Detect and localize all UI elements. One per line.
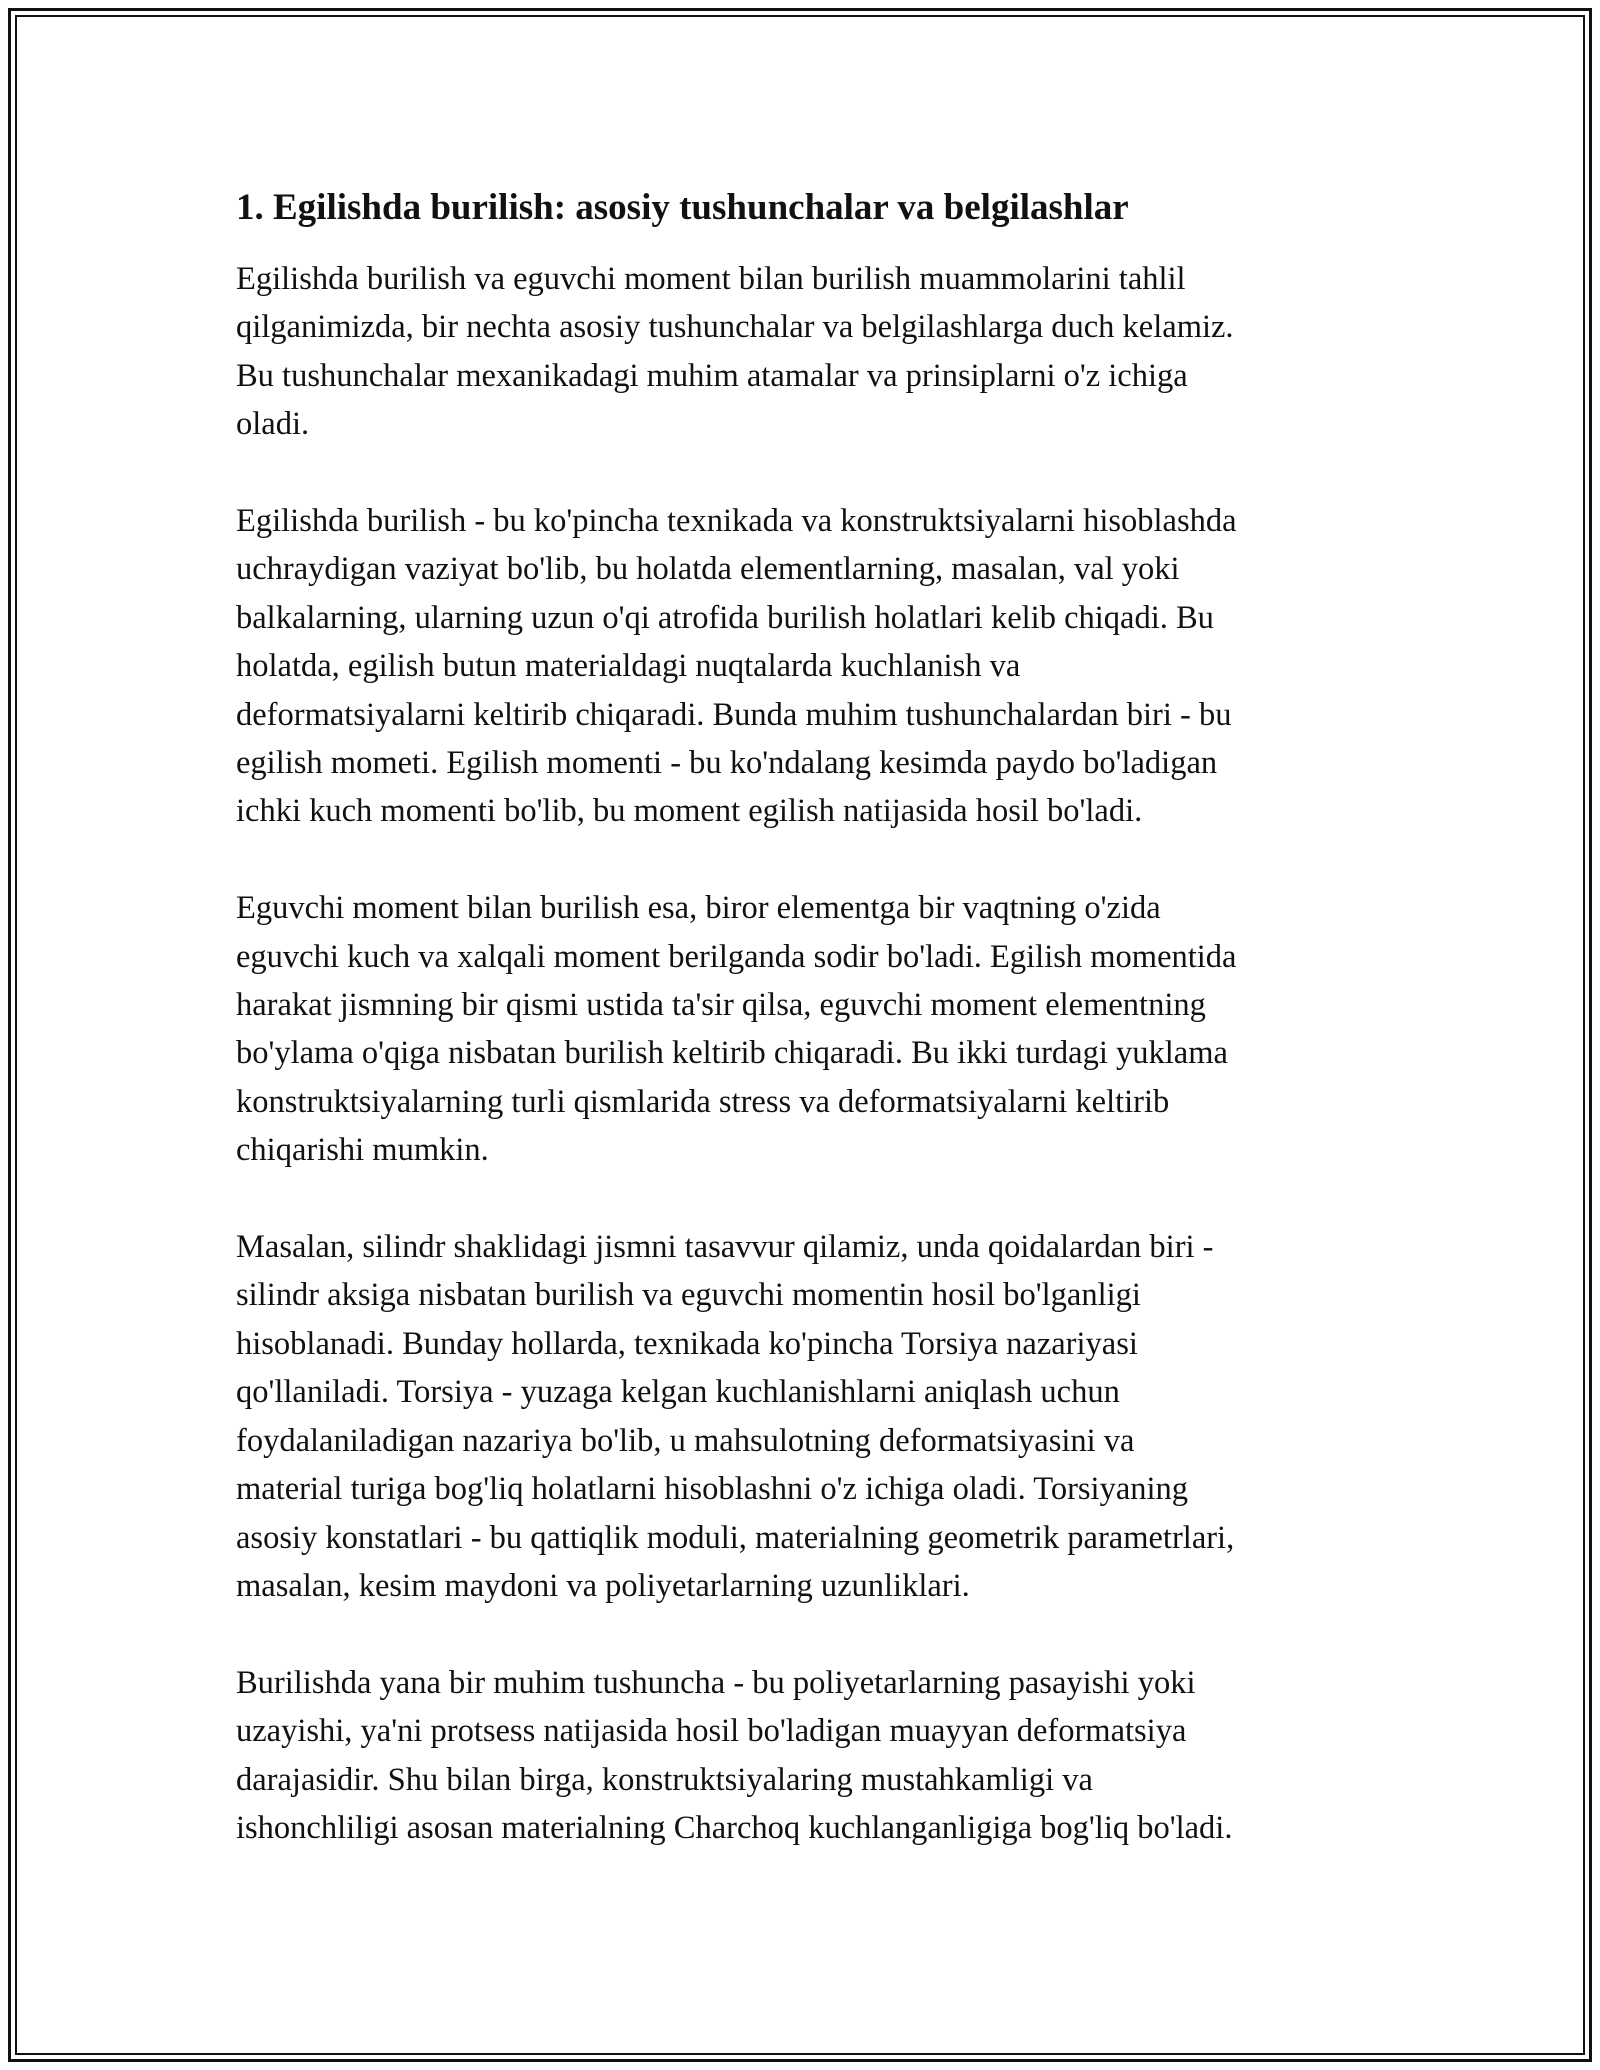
text-line: qo'llaniladi. Torsiya - yuzaga kelgan kuchlanishlarni aniqlash uchun [236,1374,1120,1411]
text-line: foydalaniladigan nazariya bo'lib, u mahsulotning deformatsiyasini va [236,1422,1135,1459]
text-line: balkalarning, ularning uzun o'qi atrofida burilish holatlari kelib chiqadi. Bu [236,599,1214,636]
text-line: uchraydigan vaziyat bo'lib, bu holatda elementlarning, masalan, val yoki [236,551,1180,588]
text-line: hisoblanadi. Bunday hollarda, texnikada ko'pincha Torsiya nazariyasi [236,1325,1138,1362]
text-line: Egilishda burilish - bu ko'pincha texnikada va konstruktsiyalarni hisoblashda [236,503,1237,540]
text-line: uzayishi, ya'ni protsess natijasida hosil bo'ladigan muayyan deformatsiya [236,1713,1187,1750]
text-line: holatda, egilish butun materialdagi nuqtalarda kuchlanish va [236,648,1021,685]
text-line: Eguvchi moment bilan burilish esa, biror elementga bir vaqtning o'zida [236,890,1161,927]
paragraph-3 [236,884,1384,1174]
document-body [236,184,1384,1901]
text-line: Burilishda yana bir muhim tushuncha - bu poliyetarlarning pasayishi yoki [236,1664,1196,1701]
text-line: deformatsiyalarni keltirib chiqaradi. Bunda muhim tushunchalardan biri - bu [236,696,1232,733]
text-line: chiqarishi mumkin. [236,1132,489,1169]
paragraph-1 [236,255,1384,449]
text-line: asosiy konstatlari - bu qattiqlik moduli, materialning geometrik parametrlari, [236,1519,1235,1556]
text-line: oladi. [236,406,310,443]
text-line: Egilishda burilish va eguvchi moment bilan burilish muammolarini tahlil [236,261,1186,297]
paragraph-2 [236,497,1384,836]
text-line: Bu tushunchalar mexanikadagi muhim atamalar va prinsiplarni o'z ichiga [236,357,1188,394]
text-line: qilganimizda, bir nechta asosiy tushunchalar va belgilashlarga duch kelamiz. [236,309,1234,346]
paragraph-5 [236,1659,1384,1853]
section-heading: 1. Egilishda burilish: asosiy tushunchalar va belgilashlar [236,187,1129,228]
text-line: silindr aksiga nisbatan burilish va eguvchi momentin hosil bo'lganligi [236,1277,1141,1314]
text-line: darajasidir. Shu bilan birga, konstruktsiyalaring mustahkamligi va [236,1761,1093,1798]
text-line: bo'ylama o'qiga nisbatan burilish keltirib chiqaradi. Bu ikki turdagi yuklama [236,1035,1228,1072]
text-line: ichki kuch momenti bo'lib, bu moment egilish natijasida hosil bo'ladi. [236,793,1143,830]
paragraph-4 [236,1223,1384,1610]
text-line: material turiga bog'liq holatlarni hisoblashni o'z ichiga oladi. Torsiyaning [236,1471,1189,1508]
text-line: egilish mometi. Egilish momenti - bu ko'ndalang kesimda paydo bo'ladigan [236,745,1218,782]
text-line: ishonchliligi asosan materialning Charchoq kuchlanganligiga bog'liq bo'ladi. [236,1809,1233,1846]
text-line: Masalan, silindr shaklidagi jismni tasavvur qilamiz, unda qoidalardan biri - [236,1229,1214,1266]
text-line: eguvchi kuch va xalqali moment berilganda sodir bo'ladi. Egilish momentida [236,938,1237,975]
text-line: konstruktsiyalarning turli qismlarida stress va deformatsiyalarni keltirib [236,1083,1170,1120]
text-line: masalan, kesim maydoni va poliyetarlarning uzunliklari. [236,1567,970,1604]
text-line: harakat jismning bir qismi ustida ta'sir qilsa, eguvchi moment elementning [236,987,1206,1024]
